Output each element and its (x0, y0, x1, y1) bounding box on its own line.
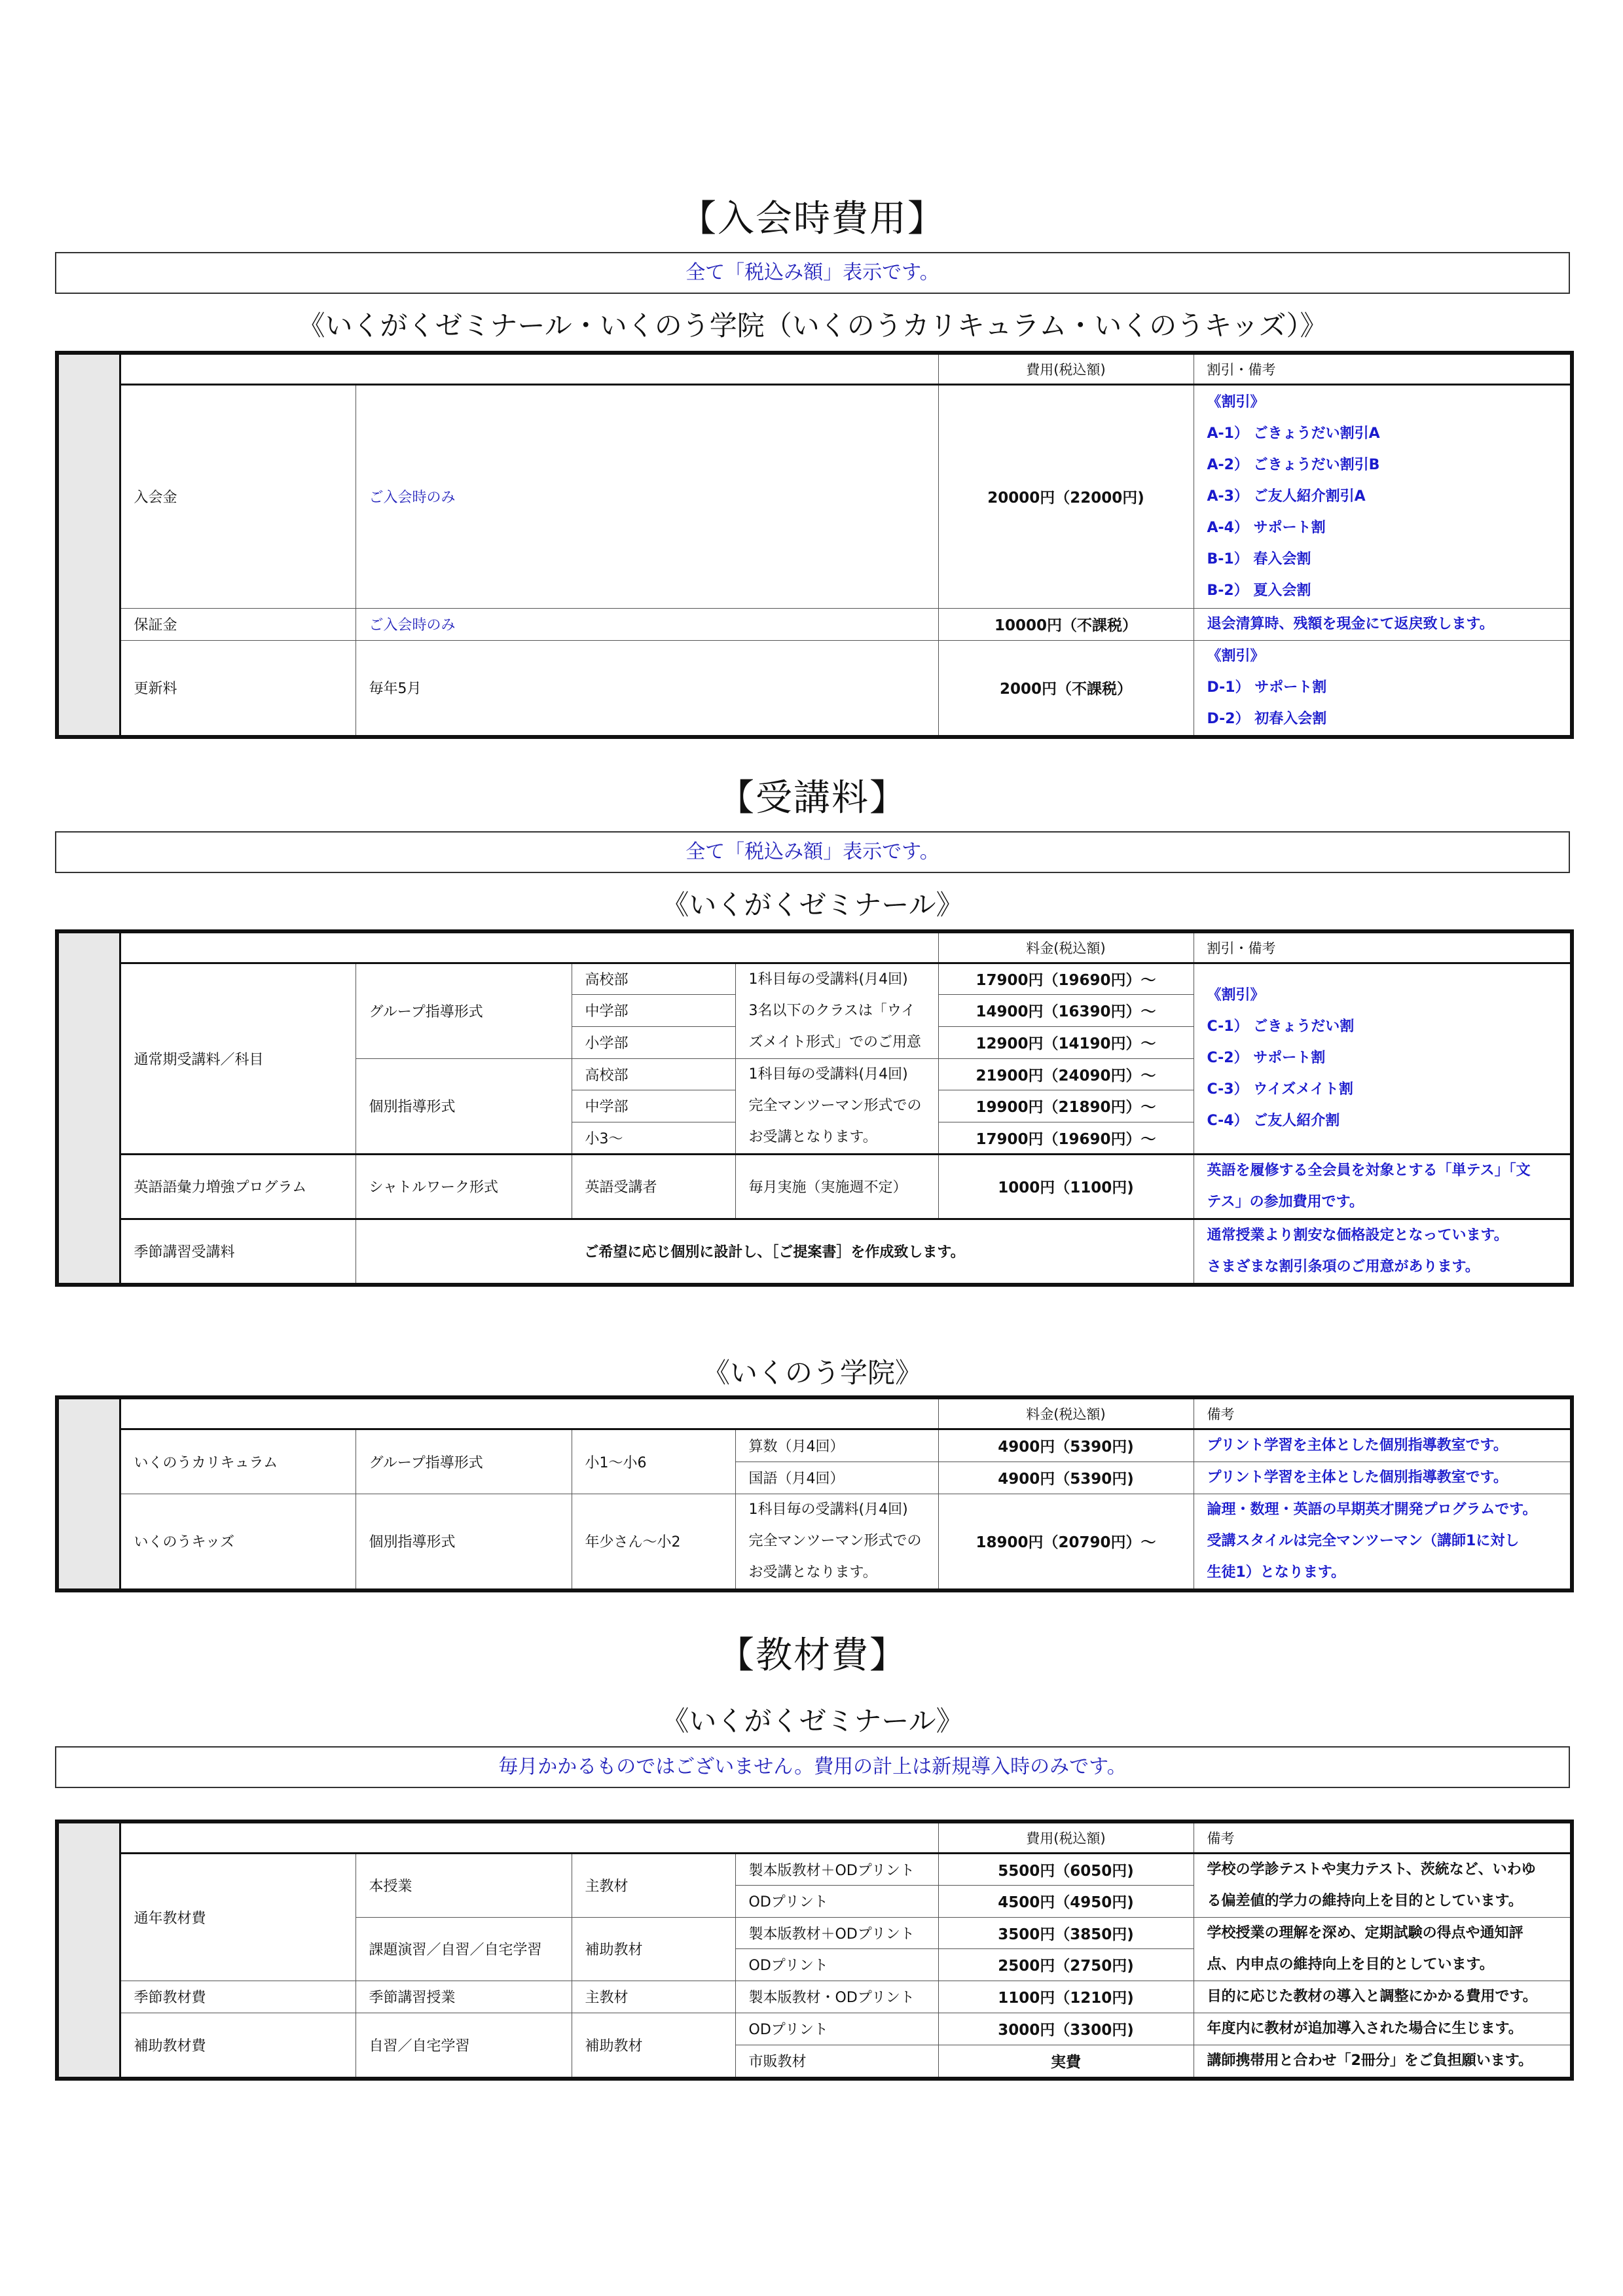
level: 中学部 (572, 1090, 735, 1122)
subject: 国語（月4回） (735, 1462, 938, 1494)
material: ODプリント (735, 2013, 938, 2045)
row-note: 学校の学診テストや実力テスト、茨統など、いわゆ る偏差値的学力の維持向上を目的としています。 (1194, 1853, 1572, 1917)
header-note: 割引・備考 (1194, 353, 1572, 384)
row-item: 英語語彙力増強プログラム (120, 1154, 356, 1219)
header-price: 費用(税込額) (938, 353, 1194, 384)
price: 1000円（1100円) (938, 1154, 1194, 1219)
discount-notes: 《割引》 A-1） ごきょうだい割引A A-2） ごきょうだい割引B A-3） ご友人紹介割引A A-4） サポート割 B-1） 春入会割 B-2） 夏入会割 (1194, 384, 1572, 608)
target: 英語受講者 (572, 1154, 735, 1219)
form-label: 個別指導形式 (356, 1058, 572, 1154)
row-price: 2000円（不課税） (938, 640, 1194, 737)
table-gutter (57, 1821, 120, 2079)
row-item: いくのうカリキュラム (120, 1429, 356, 1494)
row-note: 英語を履修する全会員を対象とする「単テス」「文 テス」の参加費用です。 (1194, 1154, 1572, 1219)
row-item: 季節教材費 (120, 1981, 356, 2013)
table-gutter (57, 353, 120, 737)
header-note: 割引・備考 (1194, 931, 1572, 963)
price: 4900円（5390円) (938, 1429, 1194, 1462)
price: 18900円（20790円）～ (938, 1494, 1194, 1590)
row-note: 退会清算時、残額を現金にて返戻致します。 (1194, 608, 1572, 640)
target: 小1～小6 (572, 1429, 735, 1494)
row-note: 目的に応じた教材の導入と調整にかかる費用です。 (1194, 1981, 1572, 2013)
header-price: 料金(税込額) (938, 931, 1194, 963)
row-item: 保証金 (120, 608, 356, 640)
row-item: 通年教材費 (120, 1853, 356, 1981)
row-item: 補助教材費 (120, 2013, 356, 2079)
level: 高校部 (572, 963, 735, 995)
material: 製本版教材＋ODプリント (735, 1853, 938, 1885)
row-note: 講師携帯用と合わせ「2冊分」をご負担願います。 (1194, 2045, 1572, 2079)
row-condition: 毎年5月 (356, 640, 938, 737)
material: 製本版教材・ODプリント (735, 1981, 938, 2013)
materials-table (55, 1820, 1574, 2081)
table-gutter (57, 931, 120, 1285)
tuition-table (55, 929, 1574, 1287)
level: 高校部 (572, 1058, 735, 1090)
price: 4500円（4950円) (938, 1885, 1194, 1917)
subject: 算数（月4回） (735, 1429, 938, 1462)
form-label: シャトルワーク形式 (356, 1154, 572, 1219)
row-note: 年度内に教材が追加導入された場合に生じます。 (1194, 2013, 1572, 2045)
section-title-tuition: 【受講料】 (718, 777, 907, 819)
form-label: グループ指導形式 (356, 1429, 572, 1494)
material: 市販教材 (735, 2045, 938, 2079)
row-item: 季節講習受講料 (120, 1219, 356, 1285)
price: 4900円（5390円) (938, 1462, 1194, 1494)
subtitle-seminar-materials: 《いくがくゼミナール》 (661, 1705, 964, 1737)
material-type: 補助教材 (572, 2013, 735, 2079)
level: 中学部 (572, 995, 735, 1027)
row-condition: ご入会時のみ (356, 384, 938, 608)
price: 3500円（3850円) (938, 1917, 1194, 1949)
season-description: ご希望に応じ個別に設計し、［ご提案書］を作成致します。 (356, 1219, 1194, 1285)
row-item: いくのうキッズ (120, 1494, 356, 1590)
subtitle-seminar: 《いくがくゼミナール》 (661, 889, 964, 921)
material-type: 補助教材 (572, 1917, 735, 1981)
admission-fee-table (55, 351, 1574, 739)
row-item: 入会金 (120, 384, 356, 608)
course: 自習／自宅学習 (356, 2013, 572, 2079)
header-price: 料金(税込額) (938, 1397, 1194, 1429)
section-title-admission: 【入会時費用】 (680, 198, 945, 240)
material: ODプリント (735, 1949, 938, 1981)
material-type: 主教材 (572, 1853, 735, 1917)
header-price: 費用(税込額) (938, 1821, 1194, 1853)
row-price: 20000円（22000円) (938, 384, 1194, 608)
header-note: 備考 (1194, 1397, 1572, 1429)
section-title-materials: 【教材費】 (718, 1634, 907, 1677)
level: 小3～ (572, 1122, 735, 1154)
description: 毎月実施（実施週不定） (735, 1154, 938, 1219)
row-price: 10000円（不課税） (938, 608, 1194, 640)
price: 実費 (938, 2045, 1194, 2079)
material: ODプリント (735, 1885, 938, 1917)
row-note: 通常授業より割安な価格設定となっています。 さまざまな割引条項のご用意があります。 (1194, 1219, 1572, 1285)
level: 小学部 (572, 1026, 735, 1058)
price: 1100円（1210円) (938, 1981, 1194, 2013)
row-note: 学校授業の理解を深め、定期試験の得点や通知評 点、内申点の維持向上を目的としています。 (1194, 1917, 1572, 1981)
ikunou-table (55, 1395, 1574, 1592)
form-label: 個別指導形式 (356, 1494, 572, 1590)
price: 2500円（2750円) (938, 1949, 1194, 1981)
price: 14900円（16390円）～ (938, 995, 1194, 1027)
course: 本授業 (356, 1853, 572, 1917)
price: 5500円（6050円) (938, 1853, 1194, 1885)
discount-notes: 《割引》 D-1） サポート割 D-2） 初春入会割 (1194, 640, 1572, 737)
subtitle-all-schools: 《いくがくゼミナール・いくのう学院（いくのうカリキュラム・いくのうキッズ）》 (297, 310, 1328, 342)
row-note: 論理・数理・英語の早期英才開発プログラムです。 受講スタイルは完全マンツーマン（講師1に対し 生徒1）となります。 (1194, 1494, 1572, 1590)
tax-notice: 全て「税込み額」表示です。 (55, 252, 1570, 294)
price: 21900円（24090円）～ (938, 1058, 1194, 1090)
header-note: 備考 (1194, 1821, 1572, 1853)
price: 12900円（14190円）～ (938, 1026, 1194, 1058)
form-description: 1科目毎の受講料(月4回) 3名以下のクラスは「ウイ ズメイト形式」でのご用意 (735, 963, 938, 1058)
tax-notice: 全て「税込み額」表示です。 (55, 831, 1570, 873)
subtitle-ikunou: 《いくのう学院》 (702, 1357, 922, 1389)
materials-notice: 毎月かかるものではございません。費用の計上は新規導入時のみです。 (55, 1746, 1570, 1788)
material-type: 主教材 (572, 1981, 735, 2013)
price: 17900円（19690円）～ (938, 963, 1194, 995)
row-note: プリント学習を主体とした個別指導教室です。 (1194, 1462, 1572, 1494)
row-note: プリント学習を主体とした個別指導教室です。 (1194, 1429, 1572, 1462)
course: 季節講習授業 (356, 1981, 572, 2013)
price: 3000円（3300円) (938, 2013, 1194, 2045)
form-description: 1科目毎の受講料(月4回) 完全マンツーマン形式での お受講となります。 (735, 1058, 938, 1154)
row-item: 通常期受講料／科目 (120, 963, 356, 1154)
price: 19900円（21890円）～ (938, 1090, 1194, 1122)
form-description: 1科目毎の受講料(月4回) 完全マンツーマン形式での お受講となります。 (735, 1494, 938, 1590)
price: 17900円（19690円）～ (938, 1122, 1194, 1154)
target: 年少さん～小2 (572, 1494, 735, 1590)
course: 課題演習／自習／自宅学習 (356, 1917, 572, 1981)
row-item: 更新料 (120, 640, 356, 737)
table-gutter (57, 1397, 120, 1590)
row-condition: ご入会時のみ (356, 608, 938, 640)
discount-notes: 《割引》 C-1） ごきょうだい割 C-2） サポート割 C-3） ウイズメイト割 C-4） ご友人紹介割 (1194, 963, 1572, 1154)
material: 製本版教材＋ODプリント (735, 1917, 938, 1949)
form-label: グループ指導形式 (356, 963, 572, 1058)
